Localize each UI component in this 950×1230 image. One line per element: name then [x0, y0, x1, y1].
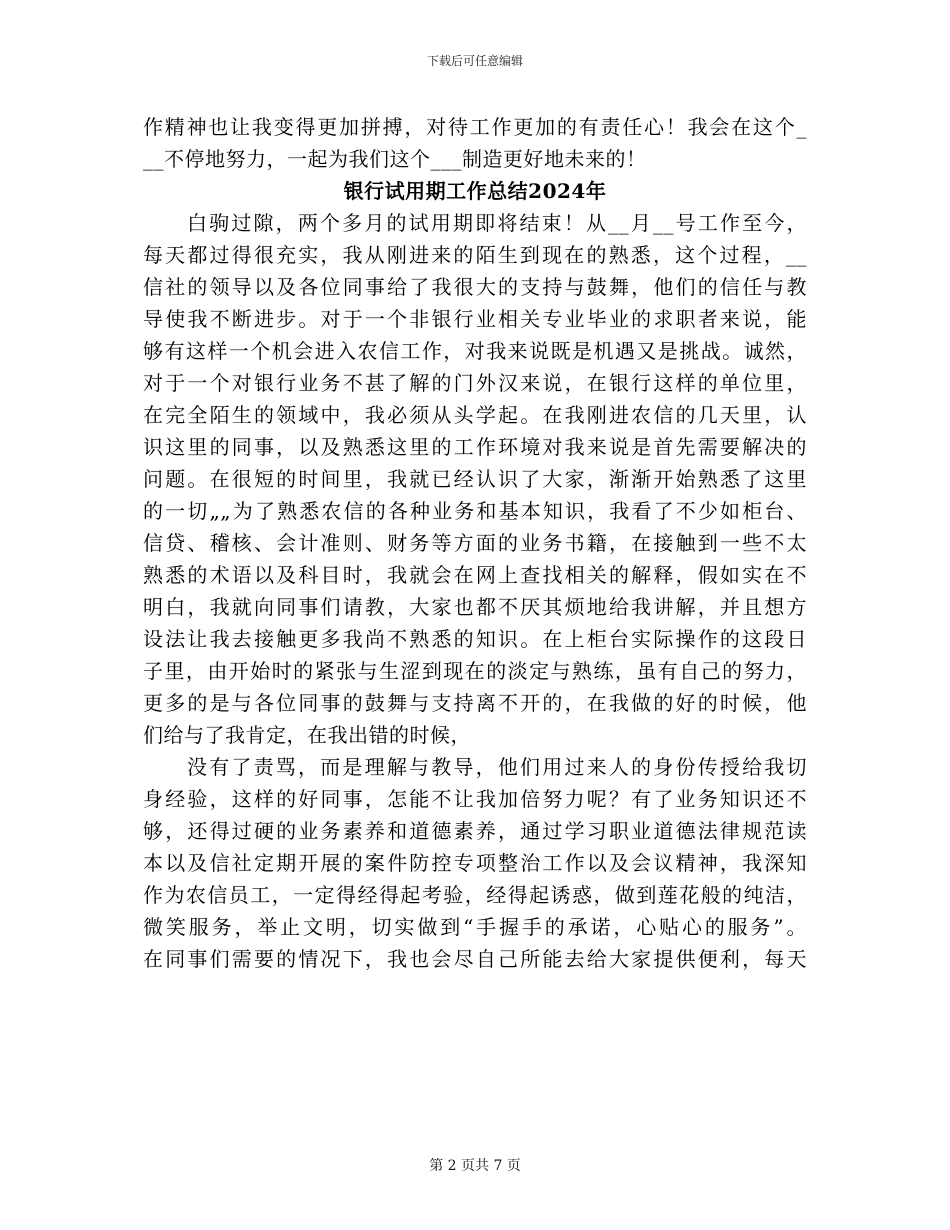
text-line: 在完全陌生的领域中，我必须从头学起。在我刚进农信的几天里，认 [143, 403, 807, 427]
text-line: 白驹过隙，两个多月的试用期即将结束！从__月__号工作至今， [187, 211, 807, 235]
page-number-footer: 第 2 页共 7 页 [429, 1158, 521, 1174]
document-title: 银行试用期工作总结2024年 [343, 179, 607, 203]
text-line: 设法让我去接触更多我尚不熟悉的知识。在上柜台实际操作的这段日 [143, 627, 807, 651]
text-line: 每天都过得很充实，我从刚进来的陌生到现在的熟悉，这个过程，__ [143, 243, 807, 267]
text-line: 信社的领导以及各位同事给了我很大的支持与鼓舞，他们的信任与教 [143, 275, 807, 299]
text-line: 们给与了我肯定，在我出错的时候， [143, 723, 471, 747]
text-line: 在同事们需要的情况下，我也会尽自己所能去给大家提供便利，每天 [143, 947, 807, 971]
text-line: 信贷、稽核、会计准则、财务等方面的业务书籍，在接触到一些不太 [143, 531, 807, 555]
text-line: 身经验，这样的好同事，怎能不让我加倍努力呢？有了业务知识还不 [143, 787, 807, 811]
text-line: 导使我不断进步。对于一个非银行业相关专业毕业的求职者来说，能 [143, 307, 807, 331]
text-line: 对于一个对银行业务不甚了解的门外汉来说，在银行这样的单位里， [143, 371, 807, 395]
text-line: 明白，我就向同事们请教，大家也都不厌其烦地给我讲解，并且想方 [143, 595, 807, 619]
text-line: 更多的是与各位同事的鼓舞与支持离不开的，在我做的好的时候，他 [143, 691, 807, 715]
text-line: 作精神也让我变得更加拼搏，对待工作更加的有责任心！我会在这个_ [143, 115, 807, 139]
text-line: 子里，由开始时的紧张与生涩到现在的淡定与熟练，虽有自己的努力， [143, 659, 807, 683]
text-line: 识这里的同事，以及熟悉这里的工作环境对我来说是首先需要解决的 [143, 435, 807, 459]
text-line: 够，还得过硬的业务素养和道德素养，通过学习职业道德法律规范读 [143, 819, 807, 843]
text-line: 的一切„„为了熟悉农信的各种业务和基本知识，我看了不少如柜台、 [143, 499, 807, 523]
text-line: 熟悉的术语以及科目时，我就会在网上查找相关的解释，假如实在不 [143, 563, 807, 587]
text-line: 本以及信社定期开展的案件防控专项整治工作以及会议精神，我深知 [143, 851, 807, 875]
document-body [143, 111, 807, 975]
text-line: 没有了责骂，而是理解与教导，他们用过来人的身份传授给我切 [187, 755, 807, 779]
text-line: 作为农信员工，一定得经得起考验，经得起诱惑，做到莲花般的纯洁， [143, 883, 807, 907]
text-line: 微笑服务，举止文明，切实做到“手握手的承诺，心贴心的服务”。 [143, 915, 807, 939]
text-line: 问题。在很短的时间里，我就已经认识了大家，渐渐开始熟悉了这里 [143, 467, 807, 491]
header-note: 下载后可任意编辑 [426, 54, 523, 68]
text-line: 够有这样一个机会进入农信工作，对我来说既是机遇又是挑战。诚然， [143, 339, 807, 363]
text-line: __不停地努力，一起为我们这个___制造更好地未来的！ [143, 147, 647, 171]
